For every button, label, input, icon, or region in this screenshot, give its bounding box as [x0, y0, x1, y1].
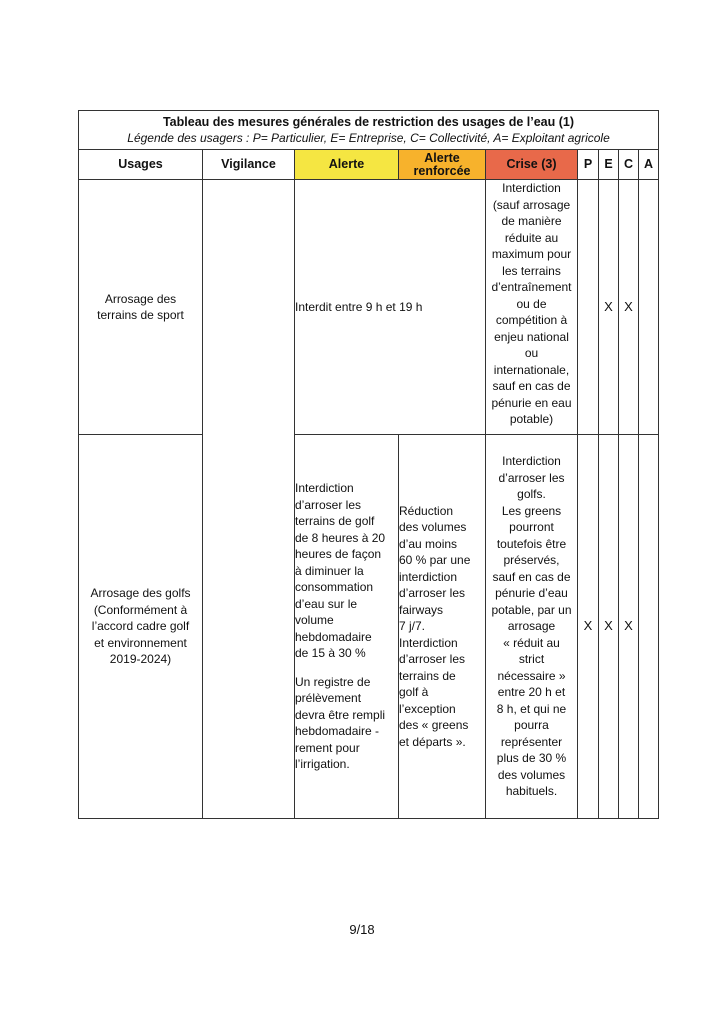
table-title: Tableau des mesures générales de restriction des usages de l’eau (1) [162, 115, 575, 129]
restriction-table [78, 110, 659, 819]
mark-a [639, 435, 659, 819]
header-crise: Crise (3) [486, 150, 578, 180]
mark-c: X [619, 435, 639, 819]
table-legend: Légende des usagers : P= Particulier, E= Entreprise, C= Collectivité, A= Exploitant agricole [127, 131, 610, 145]
usage-cell: Arrosage des golfs (Conformément à l’accord cadre golf et environnement 2019-2024) [79, 435, 203, 819]
alerte-cell: Interdit entre 9 h et 19 h [295, 180, 486, 435]
vigilance-cell [203, 180, 295, 819]
table-row-sport [79, 180, 659, 435]
header-usages: Usages [79, 150, 203, 180]
table-row-golf [79, 435, 659, 819]
title-row [79, 111, 659, 150]
header-c: C [619, 150, 639, 180]
usage-cell: Arrosage des terrains de sport [79, 180, 203, 435]
alerte-text-main: Interdiction d’arroser les terrains de golf de 8 heures à 20 heures de façon à diminuer la consommation d’eau sur le volume hebdomadaire de 15 à 30 % [295, 481, 386, 661]
header-alerte: Alerte [295, 150, 399, 180]
mark-c: X [619, 180, 639, 435]
crise-cell: Interdiction (sauf arrosage de manière réduite au maximum pour les terrains d’entraînement ou de compétition à enjeu national ou internationale, sauf en cas de pénurie en eau potable) [486, 180, 578, 435]
crise-cell: Interdiction d’arroser les golfs. Les greens pourront toutefois être préservés, sauf en cas de pénurie d’eau potable, par un arrosage « réduit au strict nécessaire » entre 20 h et 8 h, et qui ne pourra représenter plus de 30 % des volumes habituels. [486, 435, 578, 819]
paragraph-gap [295, 662, 398, 674]
header-e: E [599, 150, 619, 180]
header-alerte-renforcee: Alerte renforcée [399, 150, 486, 180]
table-title-cell [79, 111, 659, 150]
alerte-text-registre: Un registre de prélèvement devra être rempli hebdomadaire - rement pour l’irrigation. [295, 674, 386, 772]
header-p: P [578, 150, 599, 180]
header-row [79, 150, 659, 180]
alerte-renforcee-cell: Réduction des volumes d’au moins 60 % par une interdiction d’arroser les fairways 7 j/7. Interdiction d’arroser les terrains de golf à l’exception des « greens et départs ». [399, 435, 486, 819]
mark-a [639, 180, 659, 435]
mark-p: X [578, 435, 599, 819]
mark-e: X [599, 435, 619, 819]
mark-e: X [599, 180, 619, 435]
mark-p [578, 180, 599, 435]
page-number: 9/18 [349, 922, 375, 937]
header-a: A [639, 150, 659, 180]
alerte-cell [295, 435, 399, 819]
header-vigilance: Vigilance [203, 150, 295, 180]
